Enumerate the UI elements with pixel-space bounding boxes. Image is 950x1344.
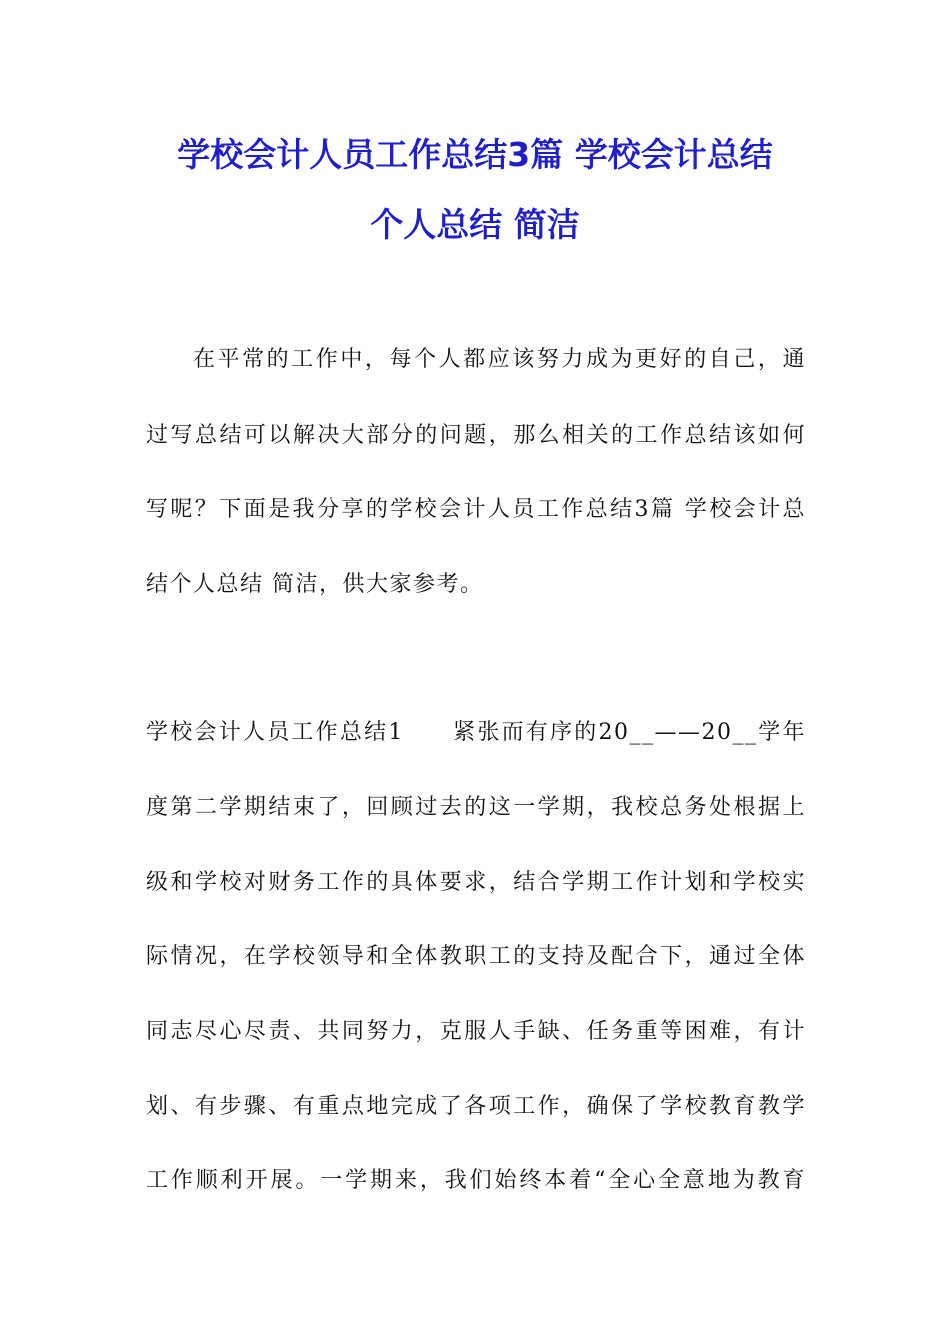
body-line-2: 度第二学期结束了，回顾过去的这一学期，我校总务处根据上	[146, 795, 806, 820]
intro-line-2: 过写总结可以解决大部分的问题，那么相关的工作总结该如何	[146, 423, 806, 448]
body-line-4: 际情况，在学校领导和全体教职工的支持及配合下，通过全体	[146, 944, 806, 969]
intro-line-1: 在平常的工作中，每个人都应该努力成为更好的自己，通	[193, 347, 806, 372]
body-line-6: 划、有步骤、有重点地完成了各项工作，确保了学校教育教学	[146, 1094, 806, 1119]
document-title-line-1: 学校会计人员工作总结3篇 学校会计总结	[177, 135, 773, 174]
body-line-7: 工作顺利开展。一学期来，我们始终本着“全心全意地为教育	[146, 1168, 806, 1193]
intro-line-4: 结个人总结 简洁，供大家参考。	[146, 572, 484, 597]
body-line-1: 学校会计人员工作总结1 紧张而有序的20__——20__学年	[146, 720, 806, 745]
body-line-5: 同志尽心尽责、共同努力，克服人手缺、任务重等困难，有计	[146, 1019, 806, 1044]
body-line-3: 级和学校对财务工作的具体要求，结合学期工作计划和学校实	[146, 870, 806, 895]
intro-line-3: 写呢？下面是我分享的学校会计人员工作总结3篇 学校会计总	[146, 497, 806, 522]
document-title-line-2: 个人总结 简洁	[370, 205, 580, 244]
